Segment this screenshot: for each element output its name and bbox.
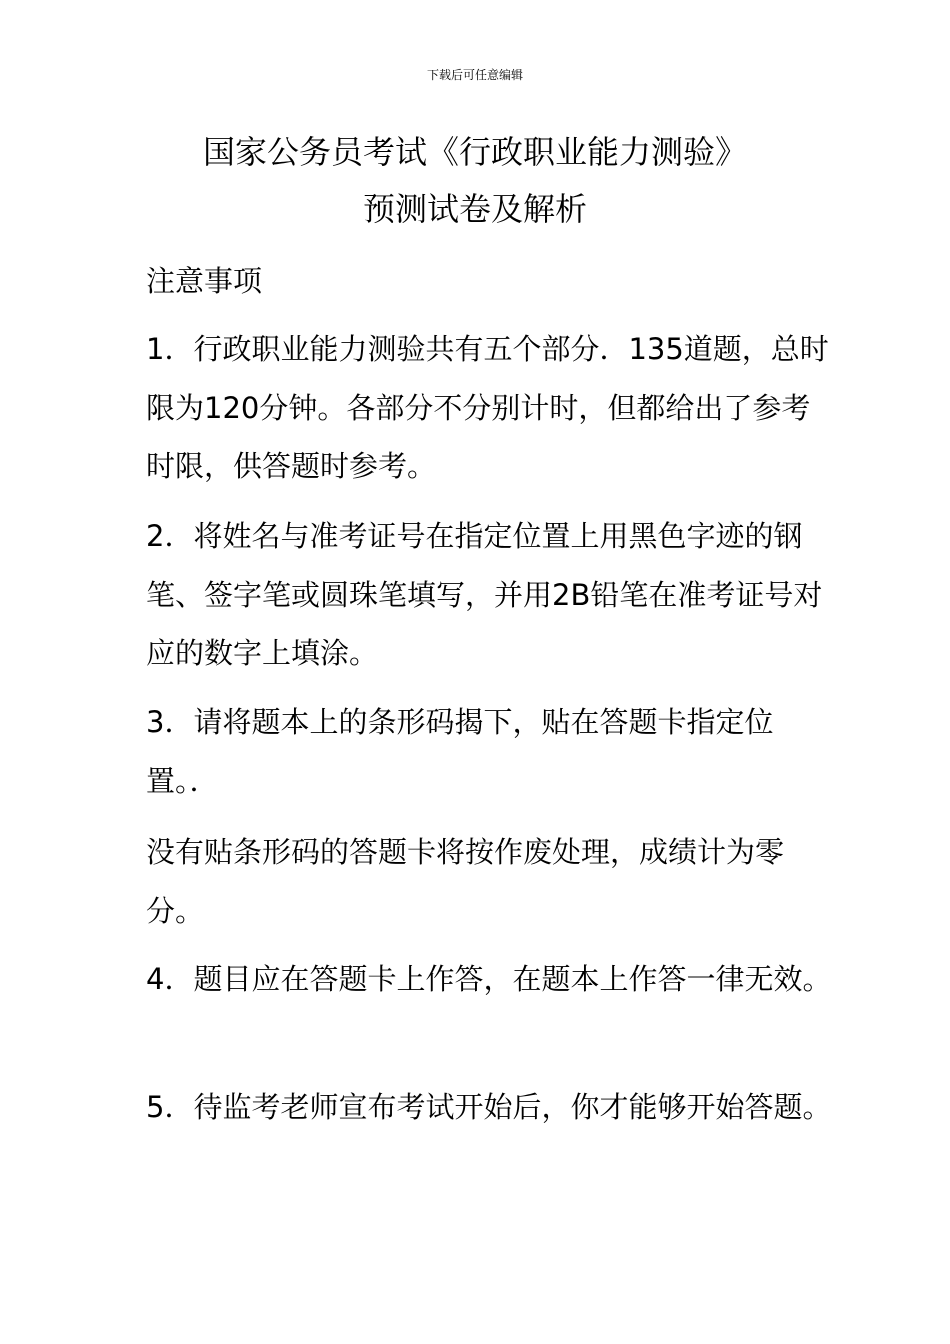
notice-item-4: 4．题目应在答题卡上作答，在题本上作答一律无效。: [146, 962, 832, 996]
notice-item-5: 5．待监考老师宣布考试开始后，你才能够开始答题。: [146, 1090, 832, 1124]
notice-item-3-note: 没有贴条形码的答题卡将按作废处理，成绩计为零分。: [146, 835, 785, 928]
notice-item-2: 2．将姓名与准考证号在指定位置上用黑色字迹的钢笔、签字笔或圆珠笔填写，并用2B铅笔在准考证号对应的数字上填涂。: [146, 519, 823, 670]
notice-heading: 注意事项: [146, 264, 263, 298]
document-title-line-2: 预测试卷及解析: [362, 190, 587, 228]
notice-item-3: 3．请将题本上的条形码揭下，贴在答题卡指定位置。．: [146, 705, 774, 798]
document-title-line-1: 国家公务员考试《行政职业能力测验》: [202, 133, 747, 171]
header-note: 下载后可任意编辑: [426, 68, 523, 82]
notice-item-1: 1．行政职业能力测验共有五个部分．135道题，总时限为120分钟。各部分不分别计时，但都给出了参考时限，供答题时参考。: [146, 332, 829, 483]
